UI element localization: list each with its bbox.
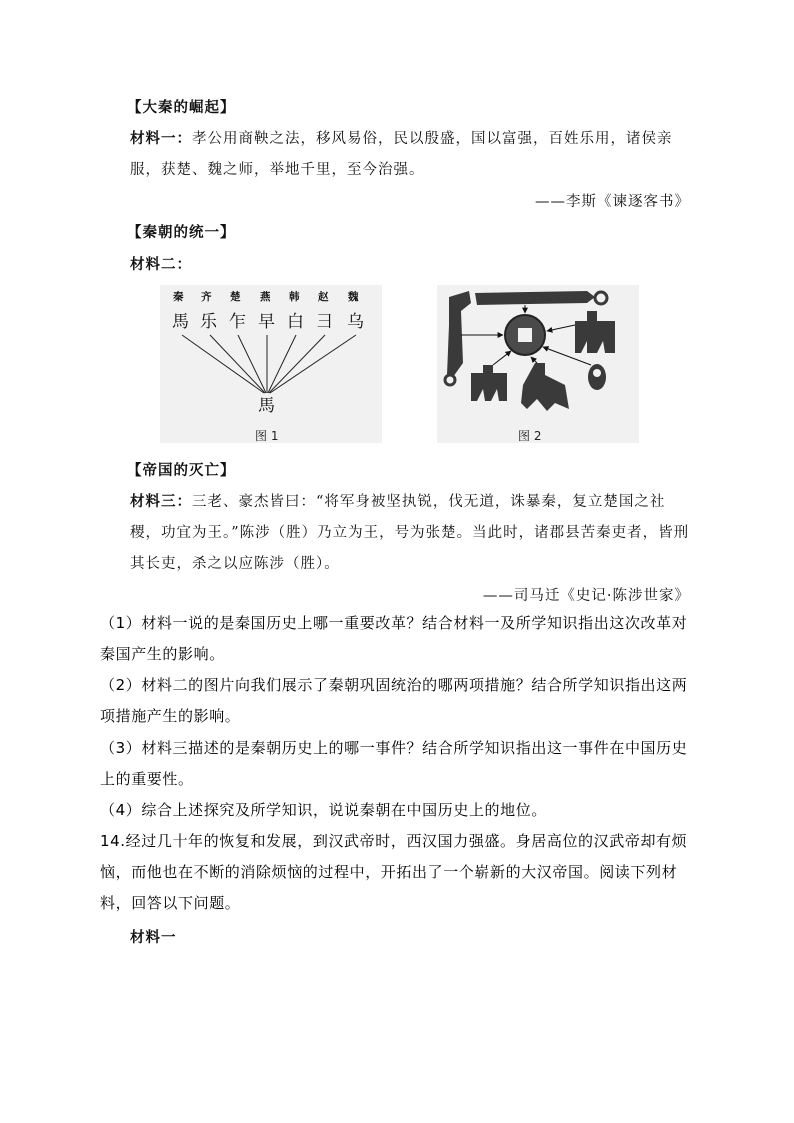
- unified-script-glyph: 馬: [258, 396, 275, 416]
- question-2-line-1: （2）材料二的图片向我们展示了秦朝巩固统治的哪两项措施？结合所学知识指出这两: [100, 676, 688, 694]
- material-three-text: 三老、豪杰皆曰：“将军身被坚执锐，伐无道，诛暴秦，复立楚国之社: [192, 494, 666, 510]
- figure-1-caption: 图 1: [255, 429, 279, 443]
- horizontal-knife-coin-icon: [475, 291, 607, 305]
- knife-coin-icon: [445, 291, 471, 385]
- question-14-line-3: 料，回答以下问题。: [100, 894, 241, 912]
- figure-2-caption: 图 2: [518, 429, 542, 443]
- material-three-label: 材料三：: [130, 493, 192, 510]
- ant-nose-coin-icon: [588, 364, 606, 390]
- state-label-zhao: 赵: [318, 291, 329, 303]
- question-14-line-1: 14.经过几十年的恢复和发展，到汉武帝时，西汉国力强盛。身居高位的汉武帝却有烦: [100, 832, 688, 850]
- question-1-line-2: 秦国产生的影响。: [100, 645, 225, 663]
- script-glyph-yan: 早: [258, 312, 275, 332]
- state-label-qin: 秦: [173, 291, 184, 303]
- section-heading-fall-of-empire: 【帝国的灭亡】: [127, 462, 236, 479]
- figure-1-script-unification: [160, 285, 382, 443]
- script-glyph-chu: 乍: [229, 312, 246, 332]
- figure-1-lines: [182, 335, 356, 393]
- state-label-wei: 魏: [348, 291, 359, 303]
- material-three-source: ——司马迁《史记·陈涉世家》: [482, 588, 690, 604]
- question-1-line-1: （1）材料一说的是秦国历史上哪一重要改革？结合材料一及所学知识指出这次改革对: [100, 614, 688, 632]
- material-three-line-1: [130, 490, 665, 511]
- state-label-han: 韩: [289, 291, 300, 303]
- material-one-line-1: [130, 127, 673, 148]
- question-14-material-one-label: 材料一: [130, 929, 177, 946]
- figure-2-currency-unification: [437, 285, 639, 443]
- material-three-line-3: 其长吏，杀之以应陈涉（胜）。: [130, 556, 340, 572]
- material-two-label: 材料二：: [130, 256, 192, 273]
- question-4-line-1: （4）综合上述探究及所学知识，说说秦朝在中国历史上的地位。: [100, 801, 547, 819]
- script-glyph-wei: 乌: [347, 312, 364, 332]
- script-glyph-zhao: 彐: [316, 312, 333, 332]
- section-heading-rise-of-qin: 【大秦的崛起】: [127, 99, 236, 116]
- material-one-text: 孝公用商鞅之法，移风易俗，民以殷盛，国以富强，百姓乐用，诸侯亲: [192, 131, 673, 147]
- material-one-label: 材料一：: [130, 130, 192, 147]
- material-three-line-2: 稷，功宜为王。”陈涉（胜）乃立为王，号为张楚。当此时，诸郡县苦秦吏者，皆刑: [130, 525, 690, 541]
- material-one-line-2: 服，获楚、魏之师，举地千里，至今治强。: [130, 162, 425, 178]
- script-glyph-qin: 馬: [172, 312, 189, 332]
- question-3-line-1: （3）材料三描述的是秦朝历史上的哪一事件？结合所学知识指出这一事件在中国历史: [100, 739, 688, 757]
- material-one-source: ——李斯《谏逐客书》: [535, 194, 690, 210]
- figure-2-svg: [437, 285, 639, 443]
- spade-coin-left-icon: [471, 365, 507, 401]
- question-3-line-2: 上的重要性。: [100, 770, 194, 788]
- question-2-line-2: 项措施产生的影响。: [100, 707, 241, 725]
- state-label-qi: 齐: [201, 291, 212, 303]
- state-label-chu: 楚: [230, 291, 241, 303]
- question-14-line-2: 恼，而他也在不断的消除烦恼的过程中，开拓出了一个崭新的大汉帝国。阅读下列材: [100, 863, 678, 881]
- script-glyph-han: 白: [287, 312, 304, 332]
- banliang-round-coin-icon: [505, 315, 545, 355]
- pointed-spade-coin-icon: [521, 363, 569, 411]
- section-heading-unification: 【秦朝的统一】: [127, 224, 236, 241]
- state-label-yan: 燕: [260, 291, 271, 303]
- script-glyph-qi: 乐: [200, 312, 217, 332]
- spade-coin-right-icon: [575, 311, 615, 353]
